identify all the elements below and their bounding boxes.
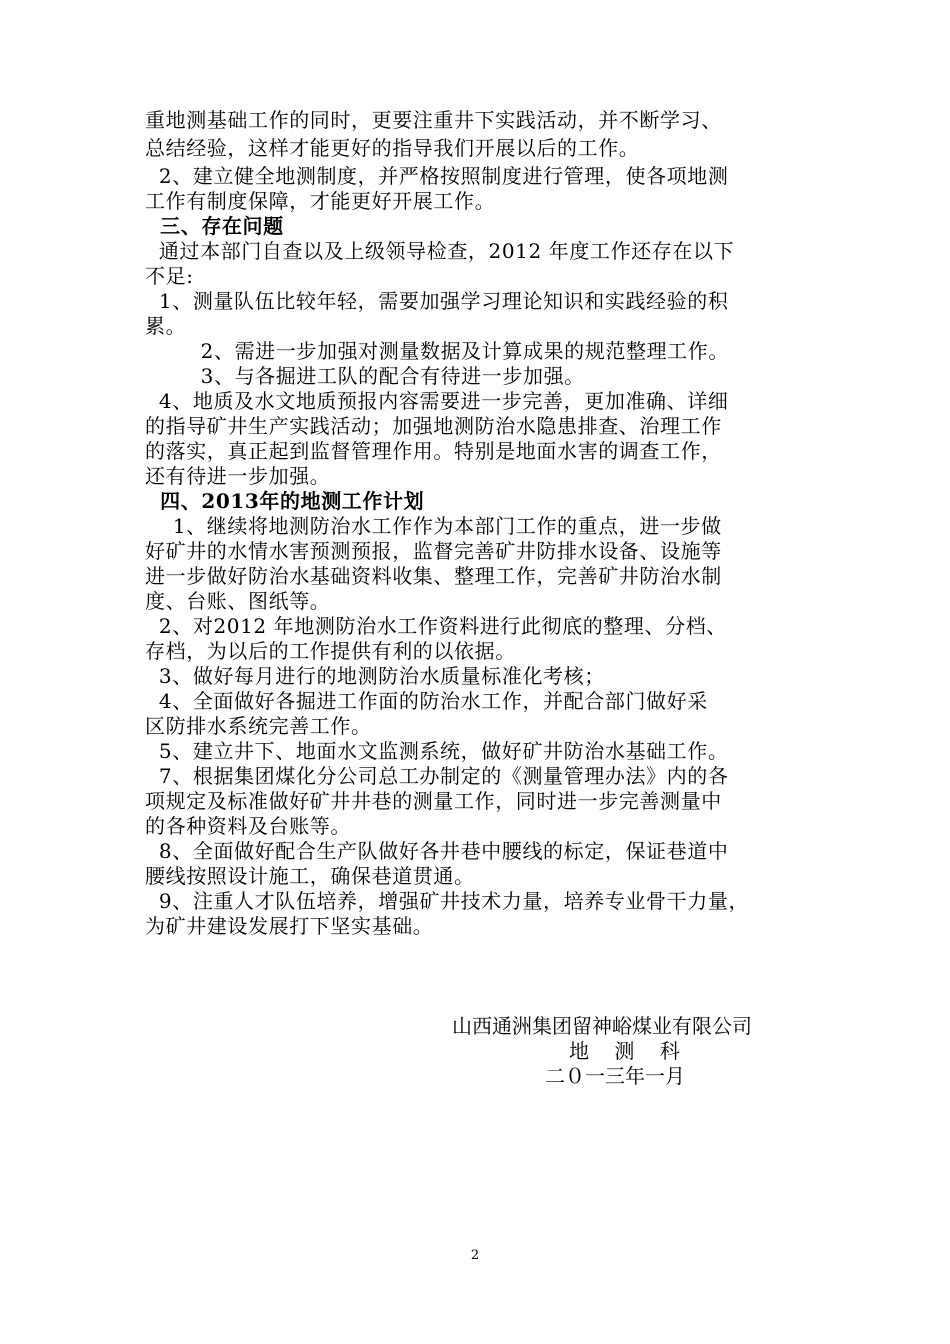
- text-line: 工作有制度保障，才能更好开展工作。: [145, 189, 496, 213]
- signature-department: 地 测 科: [569, 1039, 680, 1063]
- text-line: 通过本部门自查以及上级领导检查，2012 年度工作还存在以下: [145, 239, 735, 263]
- section-heading-issues: 三、存在问题: [145, 214, 284, 238]
- text-line: 3、与各掘进工队的配合有待进一步加强。: [145, 364, 585, 388]
- section-heading-plan: 四、2013年的地测工作计划: [145, 489, 425, 513]
- text-line: 累。: [145, 314, 187, 338]
- text-line: 4、地质及水文地质预报内容需要进一步完善，更加准确、详细: [145, 389, 729, 413]
- text-line: 9、注重人才队伍培养，增强矿井技术力量，培养专业骨干力量，: [145, 889, 750, 913]
- text-line: 区防排水系统完善工作。: [145, 714, 372, 738]
- text-line: 进一步做好防治水基础资料收集、整理工作，完善矿井防治水制: [145, 564, 722, 588]
- text-line: 2、建立健全地测制度，并严格按照制度进行管理，使各项地测: [145, 164, 729, 188]
- signature-date: 二０一三年一月: [545, 1064, 685, 1088]
- text-line: 2、对2012 年地测防治水工作资料进行此彻底的整理、分档、: [145, 614, 727, 638]
- text-line: 的指导矿井生产实践活动；加强地测防治水隐患排查、治理工作: [145, 414, 722, 438]
- text-line: 7、根据集团煤化分公司总工办制定的《测量管理办法》内的各: [145, 764, 729, 788]
- text-line: 还有待进一步加强。: [145, 464, 331, 488]
- text-line: 度、台账、图纸等。: [145, 589, 331, 613]
- page-number: 2: [470, 1248, 480, 1263]
- text-line: 存档，为以后的工作提供有利的以依据。: [145, 639, 516, 663]
- text-line: 项规定及标准做好矿井井巷的测量工作，同时进一步完善测量中: [145, 789, 722, 813]
- text-line: 3、做好每月进行的地测防治水质量标准化考核；: [145, 664, 605, 688]
- text-line: 的落实，真正起到监督管理作用。特别是地面水害的调查工作，: [145, 439, 722, 463]
- text-line: 总结经验，这样才能更好的指导我们开展以后的工作。: [145, 136, 640, 160]
- text-line: 为矿井建设发展打下坚实基础。: [145, 914, 434, 938]
- text-line: 重地测基础工作的同时，更要注重井下实践活动，并不断学习、: [145, 108, 722, 132]
- text-line: 好矿井的水情水害预测预报，监督完善矿井防排水设备、设施等: [145, 539, 722, 563]
- text-line: 5、建立井下、地面水文监测系统，做好矿井防治水基础工作。: [145, 739, 729, 763]
- text-line: 腰线按照设计施工，确保巷道贯通。: [145, 864, 475, 888]
- text-line: 2、需进一步加强对测量数据及计算成果的规范整理工作。: [145, 339, 729, 363]
- text-line: 不足:: [145, 264, 194, 288]
- text-line: 4、全面做好各掘进工作面的防治水工作，并配合部门做好采: [145, 689, 708, 713]
- text-line: 的各种资料及台账等。: [145, 814, 351, 838]
- text-line: 1、继续将地测防治水工作作为本部门工作的重点，进一步做: [145, 514, 722, 538]
- signature-company: 山西通洲集团留神峪煤业有限公司: [452, 1014, 752, 1038]
- text-line: 8、全面做好配合生产队做好各井巷中腰线的标定，保证巷道中: [145, 839, 729, 863]
- text-line: 1、测量队伍比较年轻，需要加强学习理论知识和实践经验的积: [145, 289, 729, 313]
